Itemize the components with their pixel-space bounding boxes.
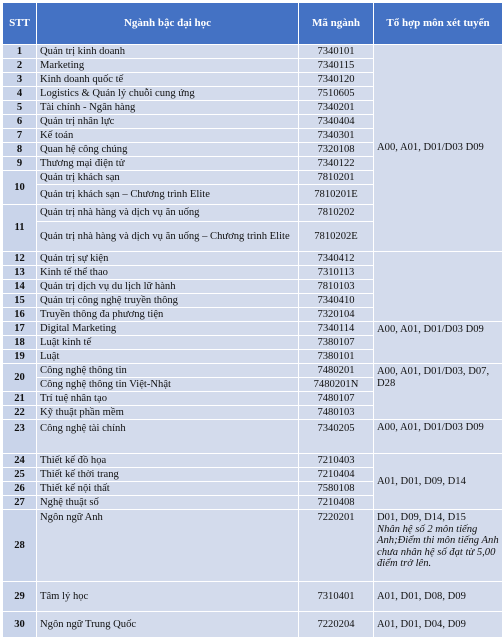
row-stt: 23 <box>3 420 37 454</box>
row-stt: 21 <box>3 392 37 406</box>
row-nganh: Quản trị công nghệ truyền thông <box>37 294 299 308</box>
row-stt: 25 <box>3 468 37 482</box>
row-ma: 7310401 <box>299 582 374 612</box>
row-nganh: Quản trị dịch vụ du lịch lữ hành <box>37 280 299 294</box>
to-hop-cell: A00, A01, D01/D03 D09 <box>374 45 503 252</box>
header-to-hop: Tổ hợp môn xét tuyển <box>374 3 503 45</box>
row-nganh: Luật <box>37 350 299 364</box>
header-nganh: Ngành bậc đại học <box>37 3 299 45</box>
row-stt: 22 <box>3 406 37 420</box>
row-stt: 2 <box>3 59 37 73</box>
row-nganh: Kỹ thuật phần mềm <box>37 406 299 420</box>
row-stt: 3 <box>3 73 37 87</box>
row-stt: 30 <box>3 612 37 638</box>
row-stt: 8 <box>3 143 37 157</box>
row-ma: 7220201 <box>299 510 374 582</box>
row-ma: 7340301 <box>299 129 374 143</box>
header-ma-nganh: Mã ngành <box>299 3 374 45</box>
row-ma: 7340201 <box>299 101 374 115</box>
row-nganh: Tài chính - Ngân hàng <box>37 101 299 115</box>
row-ma: 7480103 <box>299 406 374 420</box>
table-row <box>3 454 503 468</box>
row-ma: 7510605 <box>299 87 374 101</box>
to-hop-cell: A01, D01, D04, D09 <box>374 612 503 638</box>
row-stt: 15 <box>3 294 37 308</box>
row-ma: 7480201 <box>299 364 374 378</box>
row-stt: 14 <box>3 280 37 294</box>
table-row <box>3 420 503 454</box>
row-ma: 7210408 <box>299 496 374 510</box>
row-stt: 18 <box>3 336 37 350</box>
row-ma: 7340404 <box>299 115 374 129</box>
row-ma: 7340115 <box>299 59 374 73</box>
row-nganh: Kinh doanh quốc tế <box>37 73 299 87</box>
row-nganh: Công nghệ tài chính <box>37 420 299 454</box>
header-stt: STT <box>3 3 37 45</box>
row-ma: 7810202 <box>299 205 374 222</box>
row-stt: 19 <box>3 350 37 364</box>
row-stt: 1 <box>3 45 37 59</box>
to-hop-cell: A00, A01, D01/D03 D09 <box>374 420 503 454</box>
row-stt: 28 <box>3 510 37 582</box>
row-nganh: Kinh tế thể thao <box>37 266 299 280</box>
row-nganh: Công nghệ thông tin <box>37 364 299 378</box>
to-hop-cell <box>374 510 503 582</box>
row-nganh: Quản trị nhân lực <box>37 115 299 129</box>
row-nganh: Marketing <box>37 59 299 73</box>
row-ma: 7810201E <box>299 185 374 205</box>
row-nganh: Quản trị khách sạn <box>37 171 299 185</box>
row-ma: 7210404 <box>299 468 374 482</box>
row-nganh: Luật kinh tế <box>37 336 299 350</box>
row-ma: 7810103 <box>299 280 374 294</box>
row-nganh: Logistics & Quản lý chuỗi cung ứng <box>37 87 299 101</box>
row-ma: 7320108 <box>299 143 374 157</box>
row-stt: 27 <box>3 496 37 510</box>
row-stt: 5 <box>3 101 37 115</box>
to-hop-cell: A01, D01, D08, D09 <box>374 582 503 612</box>
row-ma: 7220204 <box>299 612 374 638</box>
row-ma: 7480201N <box>299 378 374 392</box>
row-stt: 24 <box>3 454 37 468</box>
table-header-row <box>3 3 503 45</box>
row-ma: 7580108 <box>299 482 374 496</box>
row-nganh: Thiết kế nội thất <box>37 482 299 496</box>
row-nganh: Ngôn ngữ Anh <box>37 510 299 582</box>
row-stt: 7 <box>3 129 37 143</box>
row-ma: 7380101 <box>299 350 374 364</box>
row-nganh: Nghệ thuật số <box>37 496 299 510</box>
row-ma: 7810202E <box>299 222 374 252</box>
row-stt: 10 <box>3 171 37 205</box>
row-nganh: Kế toán <box>37 129 299 143</box>
row-ma: 7810201 <box>299 171 374 185</box>
row-stt: 29 <box>3 582 37 612</box>
row-stt: 17 <box>3 322 37 336</box>
to-hop-cell: A01, D01, D09, D14 <box>374 454 503 510</box>
table-row <box>3 612 503 638</box>
row-ma: 7340205 <box>299 420 374 454</box>
row-ma: 7380107 <box>299 336 374 350</box>
row-nganh: Digital Marketing <box>37 322 299 336</box>
row-nganh: Trí tuệ nhân tạo <box>37 392 299 406</box>
table-row <box>3 364 503 378</box>
row-nganh: Ngôn ngữ Trung Quốc <box>37 612 299 638</box>
to-hop-cell: A00, A01, D01/D03 D09 <box>374 322 503 364</box>
row-ma: 7340101 <box>299 45 374 59</box>
row-ma: 7310113 <box>299 266 374 280</box>
row-stt: 13 <box>3 266 37 280</box>
row-ma: 7340120 <box>299 73 374 87</box>
row-stt: 6 <box>3 115 37 129</box>
table-row <box>3 45 503 59</box>
row-ma: 7340114 <box>299 322 374 336</box>
row-nganh: Thương mại điện tử <box>37 157 299 171</box>
table-row <box>3 252 503 266</box>
to-hop-note: Nhân hệ số 2 môn tiếng Anh;Điểm thi môn tiếng Anh chưa nhân hệ số đạt từ 5,00 điểm trở lên. <box>377 523 499 569</box>
row-nganh: Truyền thông đa phương tiện <box>37 308 299 322</box>
to-hop-cell-continued <box>374 252 503 322</box>
admission-table <box>2 2 503 638</box>
table-row <box>3 322 503 336</box>
row-nganh: Quan hệ công chúng <box>37 143 299 157</box>
row-ma: 7210403 <box>299 454 374 468</box>
row-ma: 7480107 <box>299 392 374 406</box>
row-nganh: Quản trị khách sạn – Chương trình Elite <box>37 185 299 205</box>
table-row <box>3 510 503 582</box>
to-hop-cell: A00, A01, D01/D03, D07, D28 <box>374 364 503 420</box>
row-ma: 7320104 <box>299 308 374 322</box>
row-ma: 7340410 <box>299 294 374 308</box>
to-hop-text: D01, D09, D14, D15 <box>377 512 466 523</box>
row-stt: 11 <box>3 205 37 252</box>
row-stt: 4 <box>3 87 37 101</box>
row-ma: 7340122 <box>299 157 374 171</box>
row-stt: 26 <box>3 482 37 496</box>
row-nganh: Quản trị kinh doanh <box>37 45 299 59</box>
table-row <box>3 582 503 612</box>
row-nganh: Thiết kế đồ họa <box>37 454 299 468</box>
row-nganh: Quản trị nhà hàng và dịch vụ ăn uống <box>37 205 299 222</box>
row-nganh: Quản trị sự kiện <box>37 252 299 266</box>
row-nganh: Công nghệ thông tin Việt-Nhật <box>37 378 299 392</box>
row-nganh: Quản trị nhà hàng và dịch vụ ăn uống – Chương trình Elite <box>37 222 299 252</box>
row-stt: 12 <box>3 252 37 266</box>
row-nganh: Tâm lý học <box>37 582 299 612</box>
row-ma: 7340412 <box>299 252 374 266</box>
row-stt: 20 <box>3 364 37 392</box>
row-nganh: Thiết kế thời trang <box>37 468 299 482</box>
row-stt: 16 <box>3 308 37 322</box>
row-stt: 9 <box>3 157 37 171</box>
